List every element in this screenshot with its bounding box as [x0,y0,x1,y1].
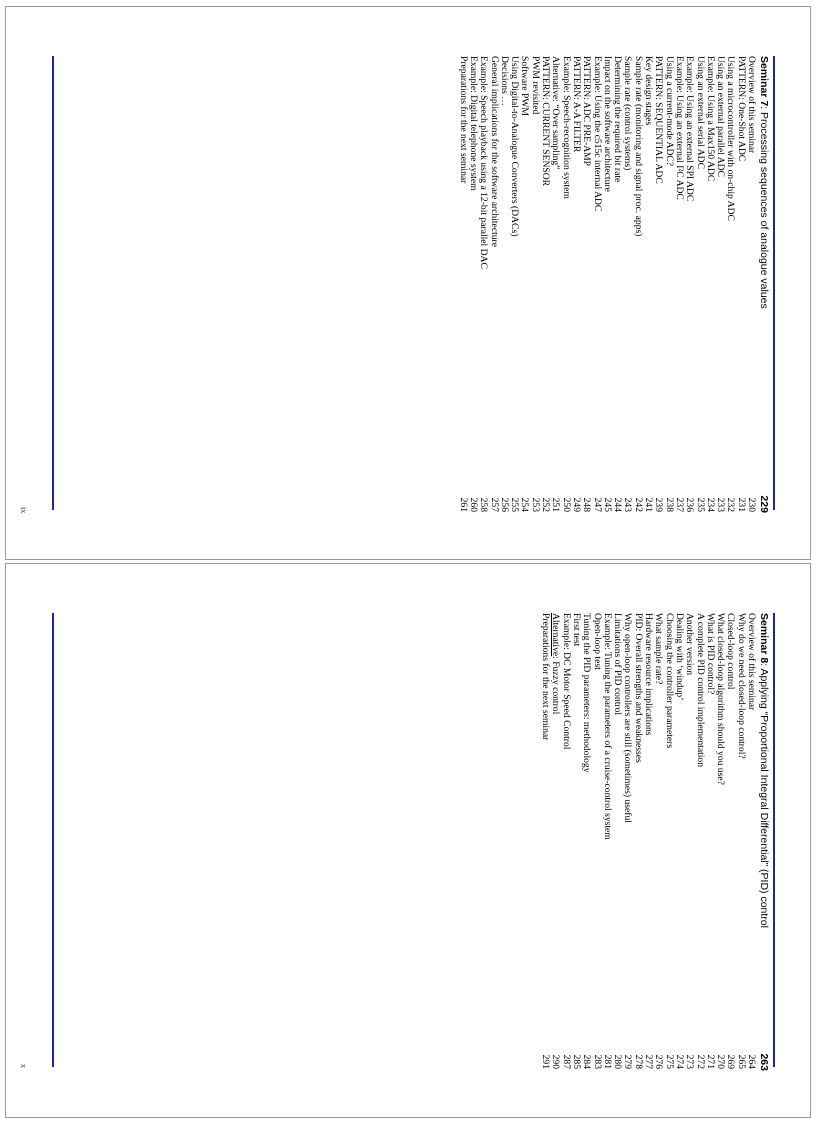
toc-entry [571,56,581,512]
toc-entry-page: 287 [560,1054,572,1069]
toc-entry-title: What sample rate? [653,613,665,685]
toc-list [540,613,756,1069]
toc-entry-title: Using an external parallel ADC [715,56,727,177]
toc-entry-title: Dealing with ‘windup’ [673,613,685,701]
toc-list [457,56,756,512]
toc-entry-title: Overview of this seminar [746,56,757,154]
toc-entry-title: Determining the required bit rate [612,56,624,183]
toc-entry [663,613,673,1069]
seminar-heading [758,56,770,476]
toc-entry-page: 241 [643,497,655,512]
toc-entry [663,56,673,512]
seminar-start-page: 263 [758,1053,770,1071]
toc-entry-title: Example: Digital telephone system [467,56,479,191]
toc-page-ix [5,6,811,560]
toc-entry-title: Using an external serial ADC [694,56,706,169]
seminar-title: : Processing sequences of analogue values [758,106,770,309]
toc-entry [581,56,591,512]
toc-entry [674,613,684,1069]
toc-entry [705,613,715,1069]
footer-rule [53,56,55,510]
toc-entry [653,56,663,512]
toc-entry-page: 278 [632,1054,644,1069]
toc-entry [612,56,622,512]
toc-entry [519,56,529,512]
toc-entry [735,56,745,512]
toc-entry-page: 251 [550,497,562,512]
toc-entry-page: 245 [601,497,613,512]
seminar-label: Seminar 7 [758,56,770,107]
toc-entry-page: 235 [694,497,706,512]
toc-entry [725,56,735,512]
toc-entry-title: PATTERN: One-Shot ADC [735,56,747,162]
toc-entry [643,56,653,512]
toc-entry-title: Example: Using an external I²C ADC [673,56,685,200]
seminar-heading [758,613,770,1033]
toc-entry-title: Example: Using an external SPI ADC [684,56,696,202]
toc-entry-title: PATTERN: CURRENT SENSOR [540,56,552,187]
toc-entry-title: Using a microcontroller with on-chip ADC [725,56,737,221]
toc-entry-title: Using a current-mode ADC? [663,56,675,167]
toc-entry [674,56,684,512]
toc-entry-page: 273 [684,1054,696,1069]
toc-entry-page: 234 [704,497,716,512]
toc-entry-page: 252 [540,497,552,512]
toc-entry-page: 269 [725,1054,737,1069]
toc-entry-title: Using Digital-to-Analogue Converters (DACs) [509,56,521,237]
toc-entry-page: 232 [725,497,737,512]
toc-entry-page: 249 [570,497,582,512]
page-numeral: ix [19,507,28,514]
toc-entry-title: Decisions … [498,56,510,106]
toc-entry [550,613,560,1069]
toc-entry [509,56,519,512]
toc-entry [602,56,612,512]
toc-entry-page: 283 [591,1054,603,1069]
toc-entry-title: Example: Using the c515c internal ADC [591,56,603,212]
toc-entry-title: Preparations for the next seminar [457,56,469,184]
toc-entry [581,613,591,1069]
toc-entry-title: Another version [684,613,696,676]
toc-entry [571,613,581,1069]
toc-entry-page: 254 [519,497,531,512]
toc-entry-title: Alternative: Fuzzy control [550,613,562,715]
toc-entry [632,56,642,512]
toc-entry-page: 279 [622,1054,634,1069]
toc-entry [468,56,478,512]
toc-entry-page: 272 [694,1054,706,1069]
toc-entry-title: Sample rate (control systems) [622,56,634,171]
toc-entry-page: 243 [622,497,634,512]
toc-entry-title: Limitations of PID control [612,613,624,716]
toc-entry-title: Tuning the PID parameters: methodology [581,613,593,773]
toc-entry [529,56,539,512]
toc-entry-page: 230 [746,497,757,512]
toc-entry-page: 270 [715,1054,727,1069]
toc-entry-page: 274 [673,1054,685,1069]
header-rule [774,56,776,510]
toc-entry-title: Hardware resource implications [643,613,655,736]
toc-entry [622,613,632,1069]
toc-entry [653,613,663,1069]
toc-entry-title: Preparations for the next seminar [540,613,552,741]
toc-entry-page: 258 [478,497,490,512]
toc-entry-title: Sample rate (monitoring and signal proc. apps) [632,56,644,237]
toc-entry-page: 238 [663,497,675,512]
toc-entry [591,613,601,1069]
toc-entry [684,613,694,1069]
toc-entry-title: Choosing the controller parameters [663,613,675,749]
toc-entry-page: 244 [612,497,624,512]
toc-entry-title: Overview of this seminar [746,613,757,711]
toc-entry-title: Example: Using a Max150 ADC [704,56,716,182]
toc-entry [457,56,467,512]
toc-page-x [5,563,811,1118]
toc-entry-title: First test [570,613,582,647]
toc-entry [735,613,745,1069]
seminar-label: Seminar 8 [758,613,770,664]
toc-entry-page: 281 [601,1054,613,1069]
toc-entry-title: Software PWM [519,56,531,116]
toc-entry-title: Example: Speech-recognition system [560,56,572,199]
toc-entry-title: Alternative: “Over sampling” [550,56,562,170]
toc-entry [560,56,570,512]
toc-entry [488,56,498,512]
toc-entry-title: What closed-loop algorithm should you use? [715,613,727,785]
footer-rule [53,613,55,1067]
toc-entry-title: Example: DC Motor Speed Control [560,613,572,750]
toc-entry-page: 256 [498,497,510,512]
toc-entry-page: 248 [581,497,593,512]
toc-entry-title: Open-loop test [591,613,603,670]
toc-entry-page: 290 [550,1054,562,1069]
toc-entry-page: 255 [509,497,521,512]
toc-entry [478,56,488,512]
toc-entry-page: 247 [591,497,603,512]
toc-entry-title: PATTERN: ADC PRE-AMP [581,56,593,166]
toc-entry [602,613,612,1069]
toc-entry [632,613,642,1069]
toc-entry [540,613,550,1069]
toc-entry-title: General implications for the software architecture [488,56,500,247]
toc-entry [715,613,725,1069]
toc-entry [560,613,570,1069]
toc-entry [643,613,653,1069]
toc-entry-page: 280 [612,1054,624,1069]
toc-entry-title: What is PID control? [704,613,716,695]
toc-entry-page: 264 [746,1054,757,1069]
toc-entry-page: 242 [632,497,644,512]
toc-entry [705,56,715,512]
toc-entry-page: 237 [673,497,685,512]
toc-entry-page: 261 [457,497,469,512]
toc-entry-page: 265 [735,1054,747,1069]
toc-entry [725,613,735,1069]
toc-entry-page: 231 [735,497,747,512]
toc-entry-title: Impact on the software architecture [601,56,613,192]
page-numeral: x [19,1064,28,1068]
seminar-start-page: 229 [758,495,770,513]
toc-entry-title: PWM revisited [529,56,541,115]
toc-entry-page: 276 [653,1054,665,1069]
toc-entry [612,613,622,1069]
rotated-page-content [6,564,812,1119]
toc-entry [622,56,632,512]
toc-entry-page: 271 [704,1054,716,1069]
toc-entry [684,56,694,512]
toc-entry [746,613,756,1069]
header-rule [774,613,776,1067]
toc-entry [550,56,560,512]
toc-entry-title: PID: Overall strengths and weaknesses [632,613,644,763]
toc-entry-page: 291 [540,1054,552,1069]
toc-entry-page: 260 [467,497,479,512]
toc-entry-title: Why do we need closed-loop control? [735,613,747,759]
toc-entry-page: 253 [529,497,541,512]
rotated-page-content [6,7,812,561]
toc-entry-page: 233 [715,497,727,512]
toc-entry-page: 250 [560,497,572,512]
toc-entry [746,56,756,512]
toc-entry-title: PATTERN: A-A FILTER [570,56,582,153]
toc-entry-page: 239 [653,497,665,512]
toc-entry-page: 284 [581,1054,593,1069]
toc-entry-title: Example: Speech playback using a 12-bit parallel DAC [478,56,490,269]
toc-entry-title: Closed-loop control [725,613,737,690]
toc-entry [694,56,704,512]
toc-entry-page: 285 [570,1054,582,1069]
toc-entry-title: A complete PID control implementation [694,613,706,768]
toc-entry [540,56,550,512]
toc-entry-page: 257 [488,497,500,512]
toc-entry-title: Why open-loop controllers are still (sometimes) useful [622,613,634,823]
toc-entry-page: 277 [643,1054,655,1069]
toc-entry-title: PATTERN: SEQUENTIAL ADC [653,56,665,184]
toc-entry-page: 275 [663,1054,675,1069]
toc-entry [499,56,509,512]
toc-entry [715,56,725,512]
toc-entry [591,56,601,512]
toc-entry-title: Key design stages [643,56,655,126]
toc-entry-page: 236 [684,497,696,512]
toc-entry-title: Example: Tuning the parameters of a cruise-control system [601,613,613,840]
seminar-title: : Applying “Proportional Integral Differential” (PID) control [758,663,770,928]
toc-entry [694,613,704,1069]
